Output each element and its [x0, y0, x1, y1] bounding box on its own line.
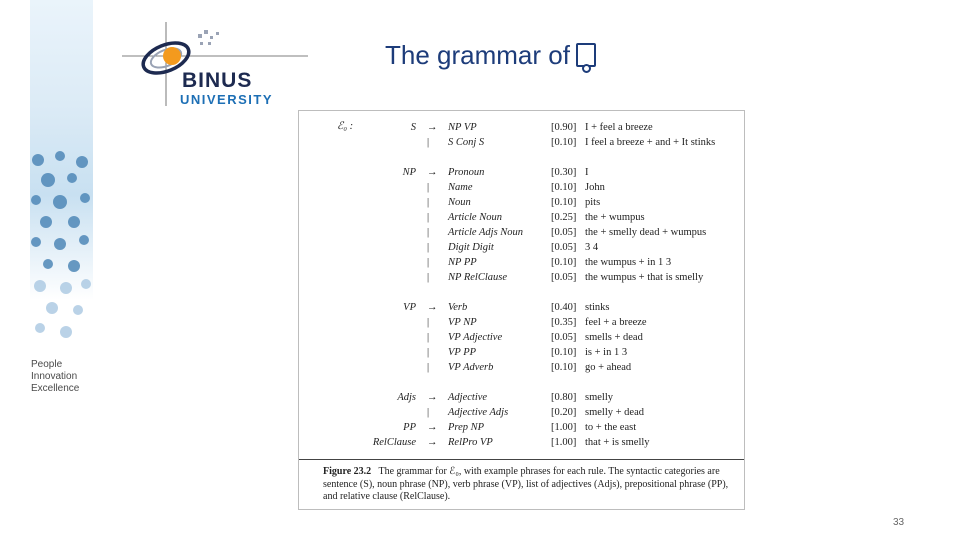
rule-arrow: → — [427, 392, 438, 403]
grammar-rule-row — [299, 211, 744, 225]
rule-probability: [0.10] — [551, 182, 577, 193]
rule-example: pits — [585, 197, 601, 208]
grammar-rule-row — [299, 346, 744, 360]
rule-probability: [0.30] — [551, 167, 577, 178]
grammar-figure — [298, 110, 745, 510]
rule-arrow: | — [427, 227, 430, 238]
rule-example: the + wumpus — [585, 212, 645, 223]
rule-example: smelly + dead — [585, 407, 644, 418]
rule-example: feel + a breeze — [585, 317, 647, 328]
rule-example: I — [585, 167, 589, 178]
rule-arrow: | — [427, 137, 430, 148]
rule-probability: [0.10] — [551, 197, 577, 208]
rule-arrow: | — [427, 347, 430, 358]
rule-rhs: VP PP — [448, 347, 477, 358]
rule-example: the + smelly dead + wumpus — [585, 227, 707, 238]
rule-probability: [0.10] — [551, 137, 577, 148]
grammar-rule-row — [299, 361, 744, 375]
rule-arrow: → — [427, 122, 438, 133]
rule-arrow: | — [427, 257, 430, 268]
rule-probability: [0.10] — [551, 362, 577, 373]
rule-rhs: VP NP — [448, 317, 477, 328]
missing-character-icon — [576, 43, 596, 67]
rule-example: go + ahead — [585, 362, 632, 373]
grammar-rule-row — [299, 391, 744, 405]
left-decorative-band — [0, 0, 93, 540]
grammar-rule-row — [299, 406, 744, 420]
grammar-rule-row — [299, 421, 744, 435]
rule-example: 3 4 — [585, 242, 599, 253]
rule-probability: [0.80] — [551, 392, 577, 403]
rule-rhs: Digit Digit — [448, 242, 494, 253]
slide-title — [385, 38, 596, 72]
rule-probability: [0.10] — [551, 347, 577, 358]
grammar-label: ℰ₀ : — [337, 121, 354, 132]
rule-example: to + the east — [585, 422, 637, 433]
rule-arrow: | — [427, 272, 430, 283]
rule-arrow: | — [427, 362, 430, 373]
rule-lhs: NP — [402, 167, 416, 178]
rule-lhs: Adjs — [397, 392, 416, 403]
grammar-rule-row — [299, 166, 744, 180]
rule-probability: [0.05] — [551, 332, 577, 343]
rule-arrow: → — [427, 422, 438, 433]
rule-rhs: NP PP — [448, 257, 477, 268]
page-number: 33 — [893, 517, 905, 528]
logo-subtitle: UNIVERSITY — [180, 92, 274, 107]
rule-example: John — [585, 182, 605, 193]
rule-arrow: | — [427, 242, 430, 253]
rule-probability: [0.05] — [551, 242, 577, 253]
rule-rhs: Article Noun — [448, 212, 502, 223]
grammar-rule-row — [299, 196, 744, 210]
rule-probability: [0.40] — [551, 302, 577, 313]
tagline-line: Excellence — [31, 383, 80, 394]
grammar-rule-row — [299, 256, 744, 270]
rule-arrow: | — [427, 197, 430, 208]
rule-lhs: S — [410, 122, 416, 133]
logo-wordmark: BINUS — [182, 69, 253, 92]
grammar-rule-row — [299, 136, 744, 150]
rule-rhs: Article Adjs Noun — [448, 227, 524, 238]
grammar-rule-row — [299, 121, 744, 135]
caption-label: Figure 23.2 — [323, 466, 372, 477]
rule-arrow: → — [427, 167, 438, 178]
rule-example: I feel a breeze + and + It stinks — [585, 137, 716, 148]
rule-probability: [0.20] — [551, 407, 577, 418]
rule-rhs: VP Adjective — [448, 332, 503, 343]
rule-example: stinks — [585, 302, 610, 313]
grammar-rule-row — [299, 181, 744, 195]
rule-rhs: VP Adverb — [448, 362, 494, 373]
rule-arrow: | — [427, 212, 430, 223]
figure-divider — [299, 459, 744, 460]
grammar-rule-row — [299, 301, 744, 315]
rule-rhs: NP VP — [448, 122, 477, 133]
rule-example: smelly — [585, 392, 613, 403]
grammar-rule-row — [299, 271, 744, 285]
rule-arrow: | — [427, 332, 430, 343]
rule-probability: [0.35] — [551, 317, 577, 328]
rule-arrow: | — [427, 317, 430, 328]
caption-text: The grammar for ℰ₀, with example phrases for each rule. The syntactic categories are sentence (S), noun phrase (NP), verb phrase (VP), list of adjectives (Adjs), prepositional phrase (PP), and relative clause (RelClause). — [323, 466, 729, 502]
rule-probability: [0.90] — [551, 122, 577, 133]
rule-rhs: NP RelClause — [448, 272, 508, 283]
figure-caption — [323, 466, 731, 504]
rule-probability: [0.25] — [551, 212, 577, 223]
grammar-rule-row — [299, 316, 744, 330]
rule-rhs: Verb — [448, 302, 468, 313]
rule-example: the wumpus + that is smelly — [585, 272, 704, 283]
rule-probability: [1.00] — [551, 437, 577, 448]
band-dot-pattern — [30, 150, 93, 350]
rule-rhs: Pronoun — [448, 167, 485, 178]
rule-example: I + feel a breeze — [585, 122, 653, 133]
tagline-line: People — [31, 359, 63, 370]
rule-probability: [0.05] — [551, 272, 577, 283]
rule-arrow: | — [427, 182, 430, 193]
rule-lhs: PP — [403, 422, 416, 433]
rule-rhs: Noun — [448, 197, 471, 208]
grammar-rule-row — [299, 436, 744, 450]
rule-arrow: → — [427, 302, 438, 313]
rule-rhs: Adjective Adjs — [448, 407, 509, 418]
rule-rhs: RelPro VP — [448, 437, 493, 448]
rule-lhs: RelClause — [372, 437, 416, 448]
rule-arrow: → — [427, 437, 438, 448]
rule-lhs: VP — [403, 302, 416, 313]
rule-example: the wumpus + in 1 3 — [585, 257, 672, 268]
rule-probability: [1.00] — [551, 422, 577, 433]
rule-arrow: | — [427, 407, 430, 418]
rule-example: smells + dead — [585, 332, 643, 343]
grammar-rule-row — [299, 226, 744, 240]
rule-probability: [0.05] — [551, 227, 577, 238]
tagline-line: Innovation — [31, 371, 78, 382]
slide-title-text: The grammar of — [385, 40, 570, 70]
rule-probability: [0.10] — [551, 257, 577, 268]
rule-rhs: Adjective — [448, 392, 488, 403]
tagline — [31, 359, 79, 395]
rule-rhs: Name — [448, 182, 473, 193]
grammar-rule-row — [299, 241, 744, 255]
rule-rhs: Prep NP — [448, 422, 485, 433]
rule-example: is + in 1 3 — [585, 347, 628, 358]
rule-rhs: S Conj S — [448, 137, 485, 148]
rule-example: that + is smelly — [585, 437, 650, 448]
grammar-rule-row — [299, 331, 744, 345]
